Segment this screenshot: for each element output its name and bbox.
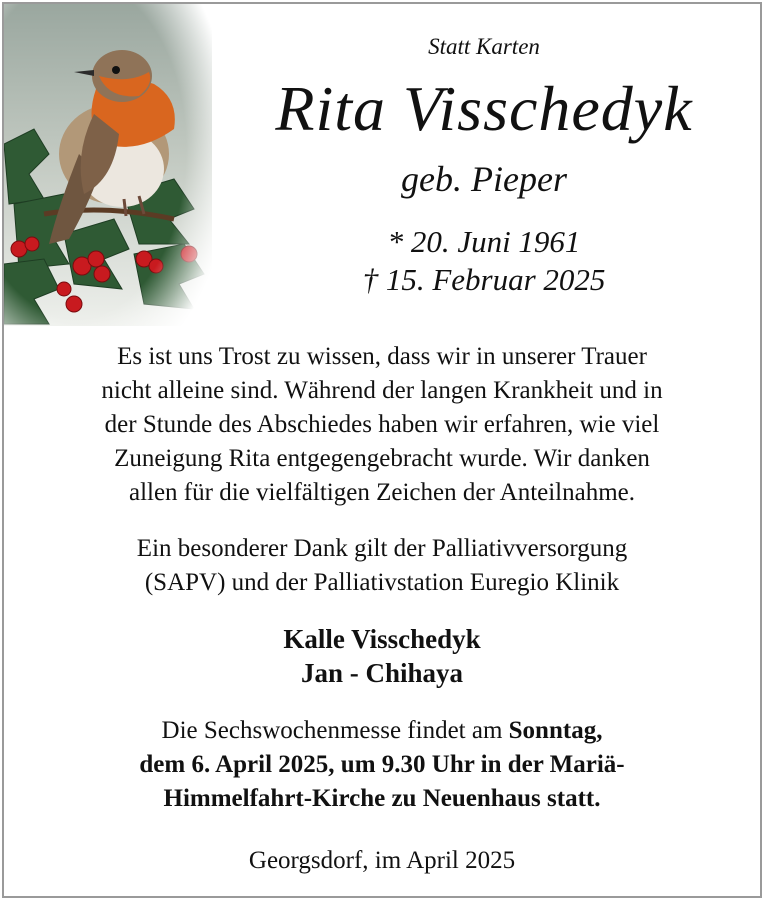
special-thanks-paragraph: [4, 532, 760, 600]
birth-date: * 20. Juni 1961: [387, 224, 581, 259]
mass-location: Himmelfahrt-Kirche zu Neuenhaus statt.: [163, 785, 601, 812]
mass-intro: Die Sechswochenmesse findet am: [161, 717, 509, 744]
thanks-line: nicht alleine sind. Während der langen Krankheit und in: [101, 377, 663, 404]
robin-on-holly-illustration: [4, 4, 212, 326]
signer-name: Kalle Visschedyk: [283, 624, 481, 654]
thanks-line: der Stunde des Abschiedes haben wir erfahren, wie viel: [104, 411, 660, 438]
mass-announcement: [4, 714, 760, 816]
mass-line-2: [4, 748, 760, 782]
deceased-name: Rita Visschedyk: [275, 73, 693, 144]
death-date: † 15. Februar 2025: [362, 262, 606, 297]
thanks-line: allen für die vielfältigen Zeichen der Anteilnahme.: [128, 479, 636, 506]
signer-name: Jan - Chihaya: [300, 658, 464, 688]
statt-karten-label: Statt Karten: [428, 34, 540, 59]
thanks-paragraph: [4, 340, 760, 510]
mass-line-1: [4, 714, 760, 748]
thanks-line: Es ist uns Trost zu wissen, dass wir in unserer Trauer: [117, 343, 647, 370]
robin-photo: [4, 4, 212, 326]
thanks-line: Zuneigung Rita entgegengebracht wurde. Wir danken: [114, 445, 650, 472]
signers: [4, 622, 760, 690]
place-date: Georgsdorf, im April 2025: [248, 847, 516, 874]
special-line: Ein besonderer Dank gilt der Palliativversorgung: [136, 535, 628, 562]
birth-name: geb. Pieper: [401, 159, 567, 199]
mass-line-3: [4, 782, 760, 816]
obituary-card: [2, 2, 762, 898]
special-line: (SAPV) und der Palliativstation Euregio Klinik: [144, 569, 620, 596]
mass-date-time: dem 6. April 2025, um 9.30 Uhr in der Mariä-: [139, 751, 625, 778]
header: [214, 4, 754, 324]
mass-day: Sonntag,: [508, 717, 603, 744]
